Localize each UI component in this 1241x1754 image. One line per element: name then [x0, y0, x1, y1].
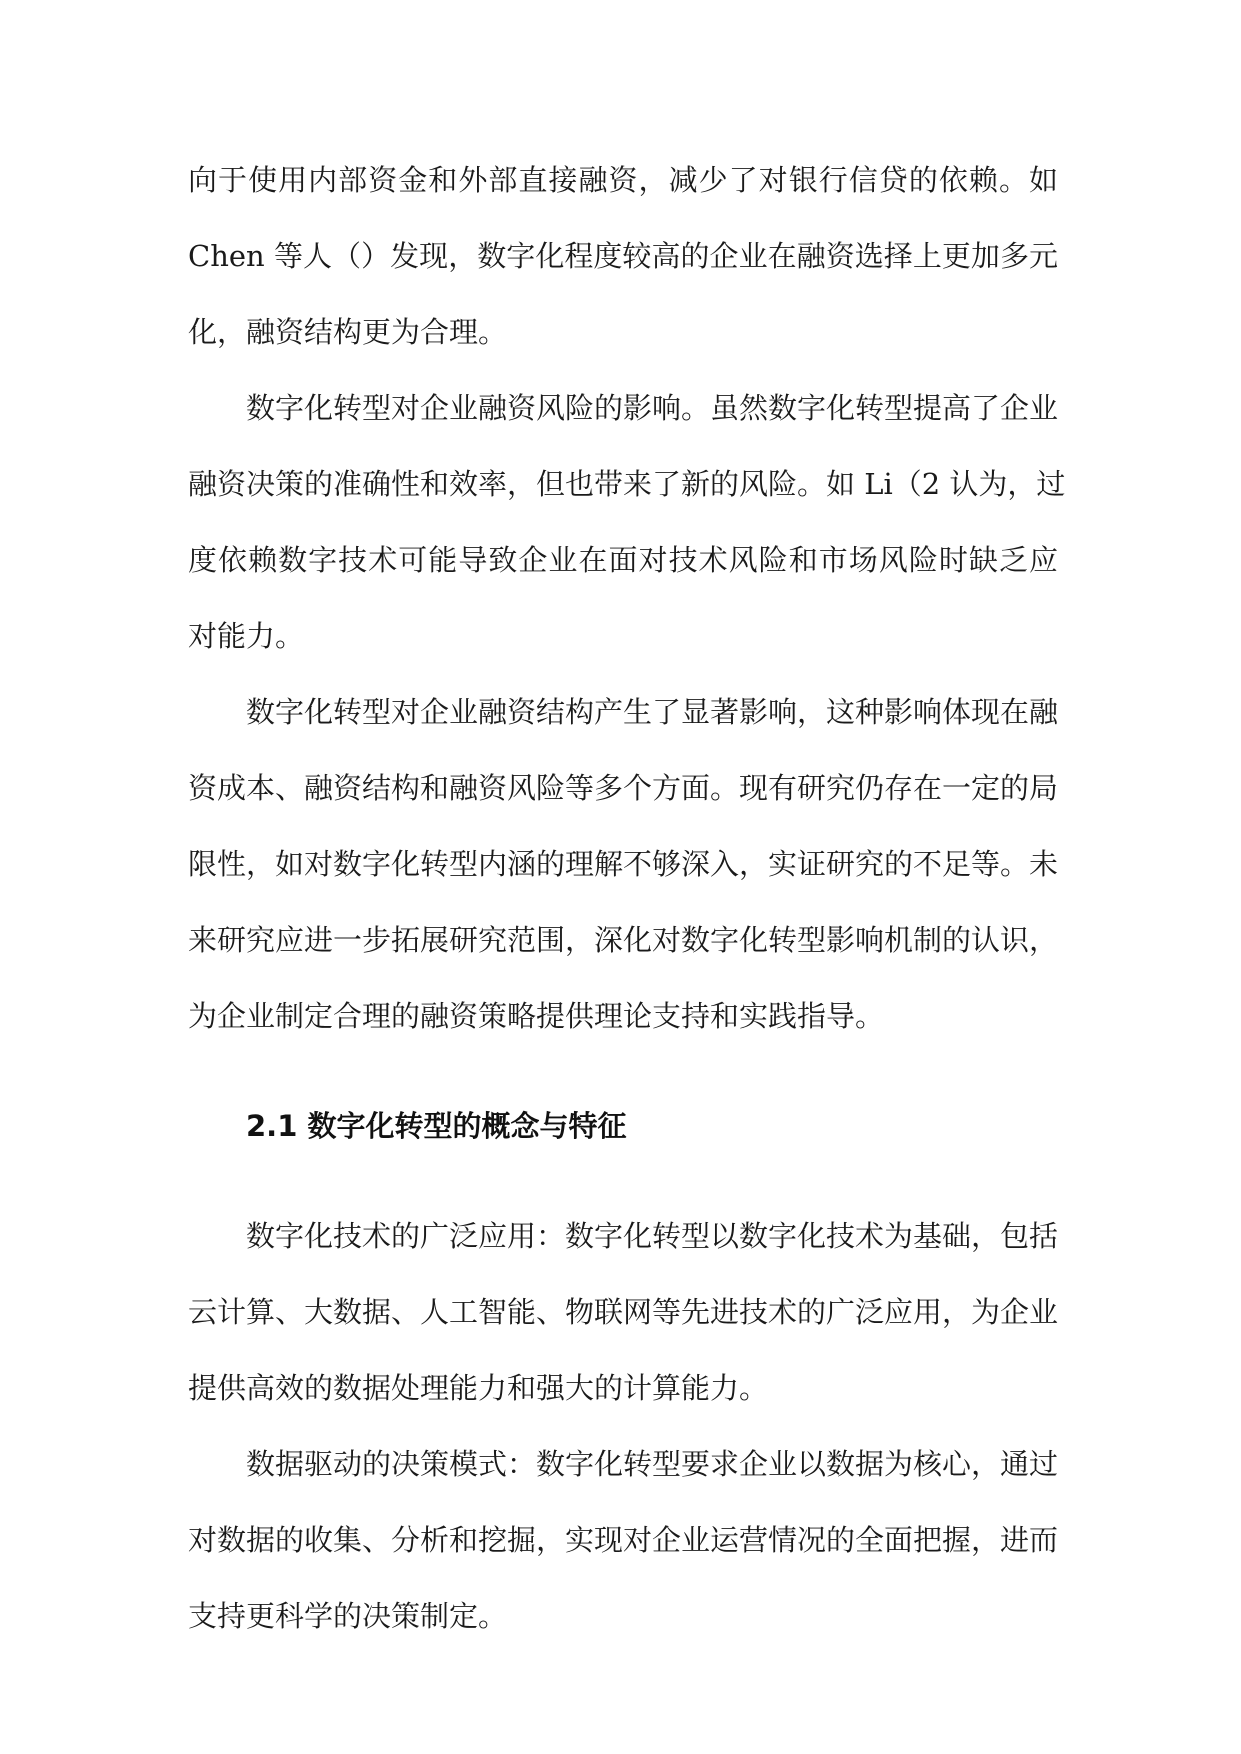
section-paragraph-2-line-1: 数据驱动的决策模式：数字化转型要求企业以数据为核心，通过: [246, 1447, 1059, 1481]
paragraph-3-line-2: 资成本、融资结构和融资风险等多个方面。现有研究仍存在一定的局: [188, 771, 1059, 805]
paragraph-3-line-3: 限性，如对数字化转型内涵的理解不够深入，实证研究的不足等。未: [188, 847, 1059, 881]
section-paragraph-2-line-2: 对数据的收集、分析和挖掘，实现对企业运营情况的全面把握，进而: [188, 1523, 1059, 1557]
section-paragraph-1-line-3: 提供高效的数据处理能力和强大的计算能力。: [188, 1371, 769, 1405]
paragraph-2-line-2: 融资决策的准确性和效率，但也带来了新的风险。如 Li（2 认为，过: [188, 467, 1066, 501]
paragraph-2-line-4: 对能力。: [188, 619, 305, 653]
paragraph-1-line-2: Chen 等人（）发现，数字化程度较高的企业在融资选择上更加多元: [188, 239, 1058, 273]
section-heading: 2.1 数字化转型的概念与特征: [246, 1109, 627, 1143]
paragraph-3-line-1: 数字化转型对企业融资结构产生了显著影响，这种影响体现在融: [246, 695, 1059, 729]
paragraph-2-line-3: 度依赖数字技术可能导致企业在面对技术风险和市场风险时缺乏应: [188, 543, 1058, 577]
paragraph-2-line-1: 数字化转型对企业融资风险的影响。虽然数字化转型提高了企业: [246, 391, 1059, 425]
section-paragraph-1-line-2: 云计算、大数据、人工智能、物联网等先进技术的广泛应用，为企业: [188, 1295, 1059, 1329]
section-paragraph-1-line-1: 数字化技术的广泛应用：数字化转型以数字化技术为基础，包括: [246, 1219, 1059, 1253]
paragraph-1-line-3: 化，融资结构更为合理。: [188, 315, 508, 349]
section-paragraph-2-line-3: 支持更科学的决策制定。: [188, 1599, 508, 1633]
paragraph-1-line-1: 向于使用内部资金和外部直接融资，减少了对银行信贷的依赖。如: [188, 163, 1058, 197]
paragraph-3-line-5: 为企业制定合理的融资策略提供理论支持和实践指导。: [188, 999, 885, 1033]
paragraph-3-line-4: 来研究应进一步拓展研究范围，深化对数字化转型影响机制的认识，: [188, 923, 1059, 957]
